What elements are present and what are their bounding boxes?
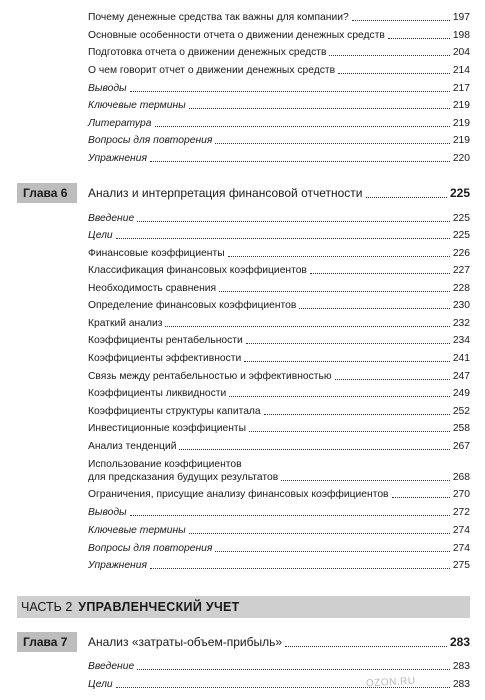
toc-entry [88,660,470,673]
toc-entry-title-line: для предсказания будущих результатов [88,471,279,483]
toc-entry [88,405,470,418]
toc-entry-page: 219 [452,118,470,129]
toc-entry-title: Инвестиционные коэффициенты [88,423,246,434]
toc-entry-page: 219 [452,135,470,146]
toc-entry [88,264,470,277]
toc-entry [88,387,470,400]
toc-entry-title: Выводы [88,83,127,94]
chapter-title-text: Анализ и интерпретация финансовой отчетности [88,186,363,200]
dot-leader [155,126,450,127]
toc-entry [88,317,470,330]
dot-leader [130,515,450,516]
chapter-badge: Глава 7 [17,632,77,652]
dot-leader [179,449,449,450]
toc-entry-page: 283 [452,661,470,672]
toc-entry-title: Почему денежные средства так важны для компании? [88,12,349,23]
toc-entry-title: Необходимость сравнения [88,283,217,294]
toc-entry-page: 227 [452,265,470,276]
toc-entry-page: 274 [452,525,470,536]
dot-leader [130,91,450,92]
toc-entry-title: Краткий анализ [88,318,163,329]
toc-entry-page: 258 [452,423,470,434]
toc-entry [88,440,470,453]
toc-entry-page: 283 [452,679,470,690]
dot-leader [229,396,450,397]
dot-leader [165,326,449,327]
toc-entry-title: Коэффициенты эффективности [88,353,242,364]
chapter-title-text: Анализ «затраты-объем-прибыль» [88,635,282,649]
toc-entry [88,247,470,260]
toc-entry-title: Ограничения, присущие анализу финансовых коэффициентов [88,489,389,500]
dot-leader [352,20,450,21]
toc-entry [88,152,470,165]
toc-entry-page: 204 [452,47,470,58]
dot-leader [150,161,450,162]
toc-entry-title: Вопросы для повторения [88,543,213,554]
toc-entry-title: Упражнения [88,560,147,571]
toc-entry [88,134,470,147]
toc-entry-title: Ключевые термины [88,525,186,536]
toc-entry [88,352,470,365]
toc-entry-page: 232 [452,318,470,329]
toc-entry-title: Ключевые термины [88,100,186,111]
toc-entry [88,117,470,130]
dot-leader [249,431,450,432]
part-title: УПРАВЛЕНЧЕСКИЙ УЧЕТ [78,600,240,614]
toc-entry-title: Основные особенности отчета о движении денежных средств [88,30,385,41]
toc-entry [88,299,470,312]
toc-entry-page: 198 [452,30,470,41]
toc-entry-page: 249 [452,388,470,399]
toc-entry-page: 267 [452,441,470,452]
toc-entry [88,46,470,59]
chapter-page: 225 [449,186,470,200]
toc-entry [88,282,470,295]
toc-entry-page: 219 [452,100,470,111]
toc-entry-title: О чем говорит отчет о движении денежных средств [88,65,336,76]
dot-leader [310,273,450,274]
toc-entry [88,99,470,112]
watermark: OZON.RU [365,675,416,690]
dot-leader [392,497,450,498]
dot-leader [329,55,449,56]
part-number: ЧАСТЬ 2 [21,600,73,614]
part-heading [17,596,470,618]
toc-entry-title: Коэффициенты структуры капитала [88,406,261,417]
chapter-title [88,183,470,203]
toc-entry-page: 226 [452,248,470,259]
toc-entry-page: 228 [452,283,470,294]
toc-entry-title: Цели [88,230,113,241]
toc-entry-title: Определение финансовых коэффициентов [88,300,297,311]
toc-entry [88,229,470,242]
toc-entry [88,559,470,572]
toc-entry [88,422,470,435]
dot-leader [285,646,447,647]
dot-leader [299,308,449,309]
toc-entry [88,334,470,347]
toc-entry-page: 241 [452,353,470,364]
toc-entry-title [88,459,278,484]
dot-leader [215,143,449,144]
toc-entry-page: 275 [452,560,470,571]
toc-entry-page: 214 [452,65,470,76]
dot-leader [281,480,450,481]
dot-leader [366,197,447,198]
toc-entry-title: Анализ тенденций [88,441,177,452]
dot-leader [228,256,450,257]
toc-entry-page: 274 [452,543,470,554]
dot-leader [189,533,450,534]
dot-leader [244,361,450,362]
toc-entry-page: 247 [452,371,470,382]
toc-entry-title: Введение [88,661,135,672]
toc-entry-page: 217 [452,83,470,94]
toc-entry [88,524,470,537]
toc-entry [88,506,470,519]
toc-entry-page: 272 [452,507,470,518]
toc-entry [88,370,470,383]
toc-entry-title: Вопросы для повторения [88,135,213,146]
chapter-title [88,632,470,652]
dot-leader [189,108,450,109]
toc-entry-page: 225 [452,230,470,241]
toc-entry-title: Выводы [88,507,127,518]
dot-leader [338,73,450,74]
toc-entry [88,82,470,95]
dot-leader [150,568,450,569]
toc-entry-page: 234 [452,335,470,346]
toc-entry-page: 252 [452,406,470,417]
chapter-page: 283 [449,635,470,649]
dot-leader [137,669,450,670]
toc-entry [88,212,470,225]
toc-entry [88,29,470,42]
dot-leader [137,221,450,222]
toc-entry-title: Финансовые коэффициенты [88,248,225,259]
toc-entry-page: 225 [452,213,470,224]
dot-leader [215,551,449,552]
toc-entry-page: 268 [452,472,470,483]
toc-entry-title: Подготовка отчета о движении денежных средств [88,47,327,58]
toc-entry-title: Введение [88,213,135,224]
toc-entry [88,458,470,484]
toc-entry-title: Классификация финансовых коэффициентов [88,265,307,276]
chapter-badge: Глава 6 [17,183,77,203]
toc-entry-page: 220 [452,153,470,164]
toc-entry-title: Коэффициенты рентабельности [88,335,243,346]
toc-entry [88,542,470,555]
dot-leader [335,379,450,380]
toc-entry [88,488,470,501]
dot-leader [264,414,450,415]
toc-entry-page: 270 [452,489,470,500]
toc-entry-title: Литература [88,118,152,129]
toc-entry-title: Упражнения [88,153,147,164]
toc-entry [88,64,470,77]
dot-leader [116,238,450,239]
dot-leader [246,343,450,344]
toc-entry-page: 230 [452,300,470,311]
toc-entry-page: 197 [452,12,470,23]
toc-entry-title: Цели [88,679,113,690]
dot-leader [219,291,450,292]
toc-entry-title: Коэффициенты ликвидности [88,388,227,399]
dot-leader [388,38,450,39]
toc-entry-title-line: Использование коэффициентов [88,459,242,470]
toc-entry [88,11,470,24]
toc-entry-title: Связь между рентабельностью и эффективностью [88,371,332,382]
